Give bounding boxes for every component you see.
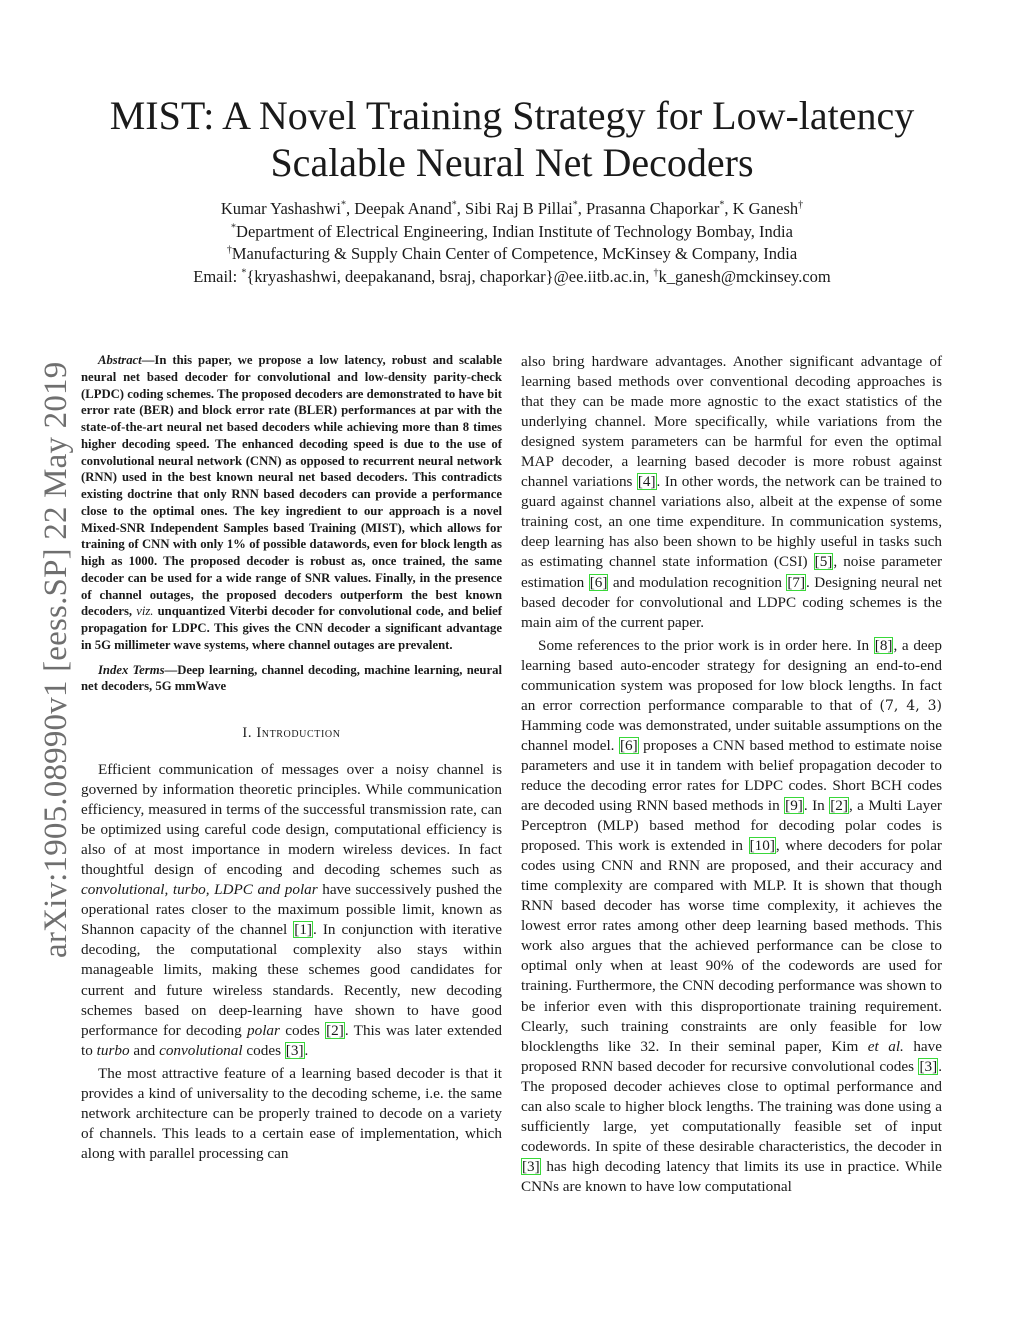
- citation-link[interactable]: [2]: [326, 1021, 344, 1039]
- citation-link[interactable]: [3]: [285, 1041, 304, 1059]
- author-name: Kumar Yashashwi: [220, 199, 341, 218]
- index-terms: Index Terms—Deep learning, channel decoding, machine learning, neural net decoders, 5G mmWave: [81, 662, 502, 694]
- abstract-label: Abstract: [98, 353, 142, 367]
- citation-link[interactable]: [8]: [874, 636, 893, 654]
- intro-paragraph-2: The most attractive feature of a learning based decoder is that it provides a kind of universality to the decoding scheme, i.e. the same network architecture can be properly trained to decode on a variety of channels. This leads to a certain ease of implementation, which along with parallel processing can: [81, 1064, 502, 1162]
- index-terms-label: Index Terms: [98, 662, 165, 677]
- section-heading-introduction: I. Introduction: [242, 725, 341, 741]
- affiliation-1: *Department of Electrical Engineering, Indian Institute of Technology Bombay, India: [231, 221, 793, 241]
- citation-link[interactable]: [6]: [589, 573, 608, 591]
- hamming-code-params: (7, 4, 3): [879, 697, 942, 714]
- paper-title: [60, 92, 964, 186]
- author-name: K Ganesh: [732, 199, 799, 218]
- author-name: Sibi Raj B Pillai: [465, 199, 573, 218]
- title-line-1: MIST: A Novel Training Strategy for Low-latency: [109, 93, 915, 138]
- affiliation-2: †Manufacturing & Supply Chain Center of Competence, McKinsey & Company, India: [226, 244, 798, 263]
- abstract: Abstract—In this paper, we propose a low latency, robust and scalable neural net based decoder for convolutional and low-density parity-check (LPDC) coding schemes. The proposed decoders are demonstrated to have bit error rate (BER) and block error rate (BLER) performances at par with the state-of-the-art neural net based decoders while achieving more than 8 times higher decoding speed. The enhanced decoding speed is due to the use of convolutional neural network (CNN) as opposed to recurrent neural network (RNN) used in the best known neural net based decoders. This contradicts existing doctrine that only RNN based decoders can provide a performance close to the optimal ones. The key ingredient to our approach is a novel Mixed-SNR Independent Samples based Training (MIST), which allows for training of CNN with only 1% of possible datawords, even for block length as high as 1000. The proposed decoder is robust as, once trained, the same decoder can be used for a wide range of SNR values. Finally, in the presence of channel outages, the proposed decoders outperform the best known decoders, viz. unquantized Viterbi decoder for convolutional code, and belief propagation for LDPC. This gives the CNN decoder a significant advantage in 5G millimeter wave systems, where channel outages are prevalent.: [81, 353, 502, 652]
- citation-link[interactable]: [3]: [522, 1157, 540, 1175]
- citation-link[interactable]: [5]: [814, 553, 833, 571]
- citation-link[interactable]: [3]: [919, 1057, 938, 1075]
- citation-link[interactable]: [2]: [830, 797, 848, 815]
- right-paragraph-1: also bring hardware advantages. Another significant advantage of learning based methods over conventional decoding approaches is that they can be made more agnostic to the exact statistics of the underlying channel. More specifically, while variations from the designed system parameters can be harmful for even the optimal MAP decoder, a learning based decoder is more robust against channel variations [4]. In other words, the network can be trained to guard against channel variations also, albeit at the expense of some training cost, an one time expenditure. In communication systems, deep learning has also been shown to be highly useful in tasks such as estimating channel state information (CSI) [5], noise parameter estimation [6] and modulation recognition [7]. Designing neural net based decoder for convolutional and LDPC coding schemes is the main aim of the current paper.: [521, 353, 943, 631]
- email-mckinsey: k_ganesh@mckinsey.com: [658, 266, 831, 286]
- citation-link[interactable]: [6]: [619, 736, 638, 754]
- author-name: Deepak Anand: [354, 199, 452, 218]
- citation-link[interactable]: [4]: [637, 473, 656, 491]
- email-iitb: {kryashashwi, deepakanand, bsraj, chaporkar}@ee.iitb.ac.in,: [246, 266, 654, 286]
- email-line: Email: *{kryashashwi, deepakanand, bsraj, chaporkar}@ee.iitb.ac.in, †k_ganesh@mckinsey.com: [193, 266, 831, 286]
- left-column: [81, 352, 502, 1164]
- author-block: [40, 198, 984, 288]
- intro-paragraph-1: Efficient communication of messages over a noisy channel is governed by information theoretic principles. While communication efficiency, measured in terms of the successful transmission rate, can be optimized using careful code design, computational efficiency is also of at most importance in modern wireless devices. In fact thoughtful design of encoding and decoding schemes such as convolutional, turbo, LDPC and polar have successively pushed the operational rates closer to the maximum possible limit, known as Shannon capacity of the channel [1]. In conjunction with iterative decoding, the computational complexity also stays within manageable limits, making these schemes good candidates for current and future wireless standards. Recently, new decoding schemes based on deep-learning have shown to have good performance for decoding polar codes [2]. This was later extended to turbo and convolutional codes [3].: [81, 761, 502, 1059]
- citation-link[interactable]: [7]: [787, 573, 806, 591]
- author-line: Kumar Yashashwi*, Deepak Anand*, Sibi Raj B Pillai*, Prasanna Chaporkar*, K Ganesh†: [220, 199, 804, 218]
- arxiv-identifier: arXiv:1905.08990v1 [eess.SP] 22 May 2019: [38, 361, 74, 958]
- citation-link[interactable]: [10]: [749, 837, 775, 855]
- right-column: [521, 352, 942, 1197]
- title-line-2: Scalable Neural Net Decoders: [270, 140, 754, 185]
- citation-link[interactable]: [1]: [294, 921, 312, 939]
- right-paragraph-2: Some references to the prior work is in order here. In [8], a deep learning based auto-encoder strategy for designing an end-to-end communication system was proposed for low block lengths. In fact an error correction performance comparable to that of (7, 4, 3) Hamming code was demonstrated, under suitable assumptions on the channel model. [6] proposes a CNN based method to estimate noise parameters and use it in tandem with belief propagation decoder to reduce the decoding error rates for LDPC codes. Short BCH codes are decoded using RNN based methods in [9]. In [2], a Multi Layer Perceptron (MLP) based method for decoding polar codes is proposed. This work is extended in [10], where decoders for polar codes using CNN and RNN are proposed, and their accuracy and time complexity are compared with MLP. It is shown that though RNN based decoder has worse time complexity, it achieves the lowest error rates among other deep learning based methods. This work also argues that the achieved performance can be close to optimal only when at least 90% of the codewords are used for training. Furthermore, the CNN decoding performance was shown to be inferior even with this disproportionate training requirement. Clearly, such training constraints are only feasible for low blocklengths like 32. In their seminal paper, Kim et al. have proposed RNN based decoder for recursive convolutional codes [3]. The proposed decoder achieves close to optimal performance and can also scale to higher block lengths. The training was done using a sufficiently large, yet computationally feasible set of input codewords. In spite of these desirable characteristics, the decoder in [3] has high decoding latency that limits its use in practice. While CNNs are known to have low computational: [521, 636, 943, 1195]
- citation-link[interactable]: [9]: [785, 797, 803, 815]
- author-name: Prasanna Chaporkar: [586, 199, 720, 218]
